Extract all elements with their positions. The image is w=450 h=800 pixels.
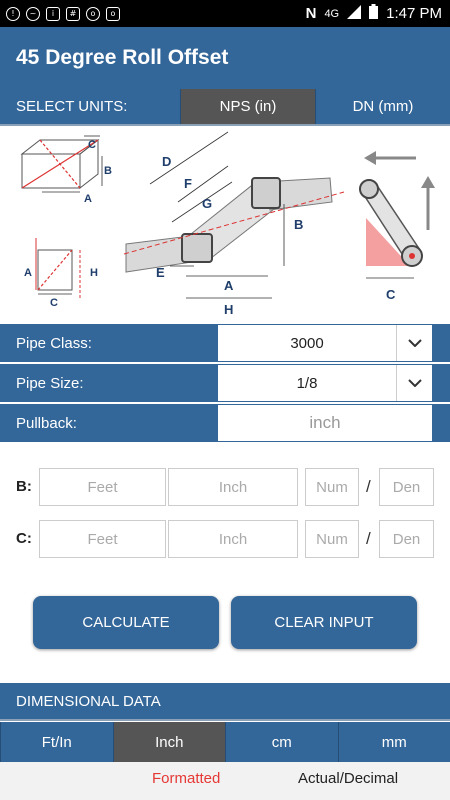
label-e: E — [156, 265, 165, 280]
dimensional-data-header: DIMENSIONAL DATA — [0, 683, 450, 721]
result-header — [0, 762, 450, 800]
instagram-icon: o — [106, 7, 120, 21]
app-bar — [0, 27, 450, 89]
svg-text:C: C — [386, 287, 396, 302]
units-label: SELECT UNITS: — [0, 89, 180, 124]
c-input-row — [0, 520, 450, 558]
diagram-svg — [0, 126, 450, 324]
calculate-button[interactable]: CALCULATE — [33, 596, 219, 649]
pipe-class-row — [0, 324, 450, 362]
unit-nps-button[interactable]: NPS (in) — [180, 89, 315, 124]
dimensional-unit-tabs — [0, 722, 450, 762]
b-slash: / — [366, 477, 371, 496]
svg-text:C: C — [50, 297, 58, 309]
pullback-input[interactable] — [218, 405, 432, 441]
b-label: B: — [16, 478, 32, 495]
c-slash: / — [366, 529, 371, 548]
b-den-input[interactable]: Den — [379, 468, 434, 506]
svg-text:H: H — [224, 302, 234, 317]
pipe-class-select[interactable] — [218, 325, 432, 361]
notification-icons — [0, 7, 120, 21]
pipe-size-row — [0, 364, 450, 402]
status-bar — [0, 0, 450, 27]
tab-inch[interactable]: Inch — [113, 722, 226, 762]
clock: 1:47 PM — [386, 5, 442, 22]
label-b: B — [104, 165, 112, 177]
svg-text:A: A — [224, 278, 234, 293]
box-3d-diagram — [22, 136, 112, 205]
formatted-column-header: Formatted — [152, 770, 221, 787]
label-a: A — [84, 193, 92, 205]
signal-icon — [347, 5, 361, 23]
pipe-class-value: 3000 — [290, 334, 324, 352]
b-num-input[interactable]: Num — [305, 468, 359, 506]
c-den-input[interactable]: Den — [379, 520, 434, 558]
pipe-side-diagram — [360, 151, 435, 302]
messenger-icon: ~ — [26, 7, 40, 21]
tab-mm[interactable]: mm — [338, 722, 450, 762]
page-title: 45 Degree Roll Offset — [16, 46, 229, 69]
c-label: C: — [16, 530, 32, 547]
network-type: 4G — [324, 7, 340, 20]
chevron-down-icon[interactable] — [396, 325, 432, 361]
label-c: C — [88, 139, 96, 151]
roll-offset-diagram — [0, 126, 450, 324]
battery-icon — [369, 4, 378, 23]
unit-dn-button[interactable]: DN (mm) — [315, 89, 450, 124]
c-feet-input[interactable]: Feet — [39, 520, 166, 558]
b-input-row — [0, 468, 450, 506]
imdb-icon: i — [46, 7, 60, 21]
b-feet-input[interactable]: Feet — [39, 468, 166, 506]
units-selector — [0, 89, 450, 126]
label-g: G — [202, 196, 213, 211]
c-num-input[interactable]: Num — [305, 520, 359, 558]
svg-text:A: A — [24, 267, 32, 279]
instagram-icon: o — [86, 7, 100, 21]
pipe-main-diagram — [124, 132, 344, 317]
label-f: F — [184, 176, 192, 191]
actual-column-header: Actual/Decimal — [298, 770, 399, 787]
nfc-icon: N — [305, 5, 317, 22]
square-diagram — [24, 238, 98, 309]
b-inch-input[interactable]: Inch — [168, 468, 298, 506]
label-d: D — [162, 154, 172, 169]
pipe-size-select[interactable] — [218, 365, 432, 401]
pipe-size-label: Pipe Size: — [16, 374, 84, 392]
c-inch-input[interactable]: Inch — [168, 520, 298, 558]
hashtag-icon: # — [66, 7, 80, 21]
pipe-class-label: Pipe Class: — [16, 334, 92, 352]
svg-text:B: B — [294, 217, 304, 232]
clear-input-button[interactable]: CLEAR INPUT — [231, 596, 417, 649]
pipe-size-value: 1/8 — [296, 374, 318, 392]
notification-icon: ! — [6, 7, 20, 21]
svg-text:H: H — [90, 267, 98, 279]
pullback-placeholder: inch — [309, 413, 341, 432]
tab-cm[interactable]: cm — [225, 722, 338, 762]
chevron-down-icon[interactable] — [396, 365, 432, 401]
tab-ft-in[interactable]: Ft/In — [0, 722, 113, 762]
pullback-row — [0, 404, 450, 442]
pullback-label: Pullback: — [16, 414, 77, 432]
